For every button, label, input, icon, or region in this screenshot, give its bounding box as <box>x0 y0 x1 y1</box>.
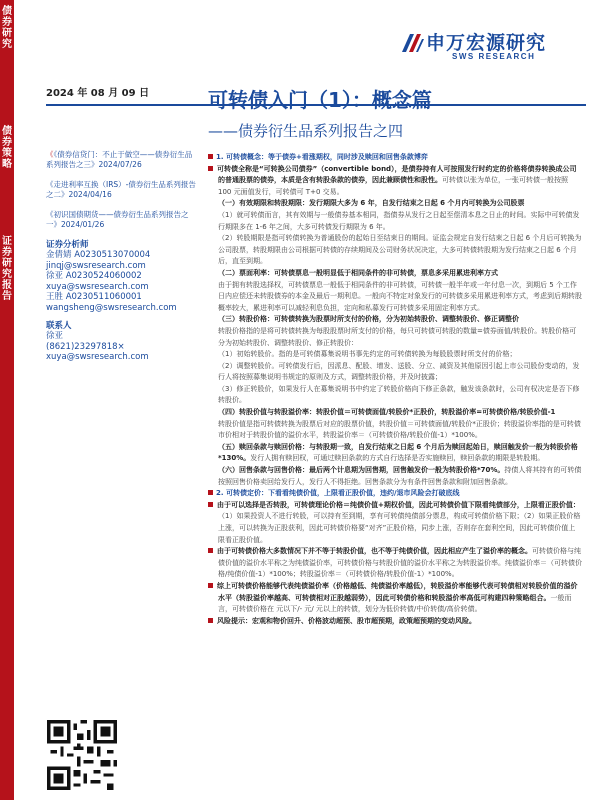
bullet-square-icon <box>208 502 213 507</box>
sidebar-label-category: 债券研究 <box>2 6 12 50</box>
sidebar-label-report-type: 证券研究报告 <box>2 236 12 302</box>
related-report[interactable]: 《走进利率互换（IRS）-债券衍生品系列报告之二》2024/04/16 <box>46 180 196 199</box>
paragraph: （3）修正转股价，如果发行人在募集说明书中约定了转股价格向下修正条款，触发该条款时，公司有权决定是否下修转股价。 <box>218 384 580 405</box>
subheading: （三）转股价格：可转债转换为股票时所支付的价格，分为初始转股价、调整转股价、修正调整价 <box>218 315 519 324</box>
paragraph: 可转债全称是“可转换公司债券”（convertible bond），是债券持有人可按照发行时约定的价格将债券转换成公司的普通股票的债券，本质是含有转股条款的债券，因此兼顾债性和股性。可转债以张为单位，一张可转债一般按照 100 元面值发行，可转债可 T+0 交易。 <box>208 164 582 199</box>
bullet-square-icon <box>208 548 213 553</box>
subheading: （二）票面利率：可转债票息一般明显低于相同条件的非可转债，票息多采用累进利率方式 <box>218 268 498 277</box>
bullet-square-icon <box>208 490 213 495</box>
report-subtitle: ——债券衍生品系列报告之四 <box>208 122 404 140</box>
paragraph: 由于可以选择是否转股，可转债理论价格＝纯债价值+期权价值，因此可转债价值下限看纯债部分，上限看正股价值：（1）如果投资人不进行转股，可以持有至到期，享有可转债纯债部分票息，构成可转债价格下限；（2）如果正股价格上涨，可以转换为正股获利，因此可转债价格要“对齐”正股价格，同步上涨，否则存在套利空间，因此可转债价值上限看正股价值。 <box>208 500 582 546</box>
contact-heading: 联系人 <box>46 321 72 331</box>
paragraph: （五）赎回条款与赎回价格：与转股期一致，自发行结束之日起 6 个月后为赎回起始日，赎回触发价一般为转股价格*130%。发行人拥有赎回权，可通过赎回条款的方式自行选择是否实施赎回，赎回条款的期限是转股期。 <box>218 442 578 463</box>
analyst-line: 徐亚 A0230524060002 <box>46 271 142 281</box>
paragraph: （1）就可转债而言，其有效期与一般债券基本相同，指债券从发行之日起至偿清本息之日止的时间。实际中可转债发行期限多在 1-6 年之间，大多可转债发行期限为 6 年。 <box>218 210 580 231</box>
analyst-email[interactable]: jinqj@swsresearch.com <box>46 260 146 271</box>
paragraph: 综上可转债价格能够代表纯债溢价率（价格越低、纯债溢价率越低），转股溢价率能够代表可转债相对转股价值的溢价水平（转股溢价率越高、可转债相对正股越弱势），因此可转债价格和转股溢价率高低可构建四种策略组合。一般而言，可转债价格在 元以下/- 元/ 元以上的转债，划分为低价转债/中价转债/高价转债。 <box>208 581 582 616</box>
analysts-heading: 证券分析师 <box>46 240 89 250</box>
paragraph: 风险提示：宏观和物价回升、价格波动超预、股市超预期，政策超预期的变动风险。 <box>208 616 582 628</box>
left-column <box>46 150 196 363</box>
paragraph: 转股价格指的是将可转债转换为每股股票时所支付的价格，每只可转债可转股的数量=债券面值/转股价。转股价格可分为初始转股价、调整转股价、修正转股价： <box>218 326 577 347</box>
related-report[interactable]: 《《债券信贷门：不止于做空——债券衍生品系列报告之三》2024/07/26 <box>46 150 193 169</box>
contact-line: 徐亚 <box>46 331 64 341</box>
bullet-square-icon <box>208 583 213 588</box>
section-heading: 1. 可转债概念：等于债券+看涨期权，同时涉及赎回和回售条款博弈 <box>208 152 582 164</box>
brand-logo <box>400 28 580 68</box>
report-sidebar <box>0 0 14 800</box>
bullet-square-icon <box>208 154 213 159</box>
report-summary <box>208 152 582 627</box>
contact-email[interactable]: xuya@swsresearch.com <box>46 352 149 362</box>
paragraph: （2）调整转股价。可转债发行后，因派息、配股、增发、送股、分立、减资及其他原因引起上市公司股份变动的，发行人将按照募集说明书规定的原则及方式，调整转股价格，并及时披露； <box>218 361 580 382</box>
brand-name-cn: 申万宏源研究 <box>426 32 547 54</box>
sidebar-label-strategy: 债券策略 <box>2 126 12 170</box>
analyst-email[interactable]: xuya@swsresearch.com <box>46 281 149 292</box>
paragraph: （六）回售条款与回售价格：最后两个计息期为回售期，回售触发价一般为转股价格*70%。持债人将其持有的可转债按照回售价格卖回给发行人，发行人不得拒绝。回售条款分为有条件回售条款和附加回售条款。 <box>218 466 582 486</box>
related-report[interactable]: 《初识国债期货——债券衍生品系列报告之一》2024/01/26 <box>46 210 189 229</box>
paragraph: 由于拥有转股选择权，可转债票息一般低于相同条件的非可转债，可转债一般半年或一年付息一次，到期后 5 个工作日内应偿还未转股债券的本金及最后一期利息。一般向不特定对象发行的可转债多采用累进利率方式，考虑到后期转股概率较大，累进利率可以减轻利息负担，定向和私募发行可转债多采用固定利率方式。 <box>218 280 582 312</box>
qr-code-icon <box>47 720 117 790</box>
report-title: 可转债入门（1）：概念篇 <box>208 88 432 112</box>
subheading: （四）转股价值与转股溢价率：转股价值＝可转债面值/转股价*正股价，转股溢价率=可转债价格/转股价值-1 <box>218 408 556 417</box>
paragraph: （2）转股期限是指可转债转换为普通股份的起始日至结束日的期间。证监会规定自发行结束之日起 6 个月后可转换为公司股票，转股期限由公司根据可转债的存续期间及公司财务状况决定，大多可转债转股期为发行结束之日起 6 个月后，直至到期。 <box>218 234 582 266</box>
bullet-square-icon <box>208 166 213 171</box>
analyst-email[interactable]: wangsheng@swsresearch.com <box>46 302 177 313</box>
contact-phone: (8621)23297818× <box>46 341 125 352</box>
subheading: （一）有效期限和转股期限：发行期限大多为 6 年，自发行结束之日起 6 个月内可转换为公司股票 <box>218 199 525 208</box>
report-date: 2024 年 08 月 09 日 <box>46 88 150 99</box>
bullet-square-icon <box>208 618 213 623</box>
paragraph: 由于可转债价格大多数情况下并不等于转股价值，也不等于纯债价值，因此相应产生了溢价率的概念。可转债价格与纯债价值的溢价水平称之为纯债溢价率，可转债价格与转股价值的溢价水平称之为转股溢价率。纯债溢价率＝（可转债价格/纯债价值-1）*100%；转股溢价率＝（可转债价格/转股价值-1）*100%。 <box>208 546 582 581</box>
brand-mark-icon <box>400 30 426 56</box>
paragraph: （1）初始转股价。指的是可转债募集说明书事先约定的可转债转换为每股股票时所支付的价格； <box>218 350 517 359</box>
paragraph: 转股价值是指可转债转换为股票后对应的股票价值，转股价值＝可转债面值/转股价*正股价；转股溢价率指的是可转债市价相对于转股价值的溢价水平，转股溢价率＝（可转债价格/转股价值-1）*100%。 <box>218 419 581 440</box>
analyst-line: 金倩婧 A0230513070004 <box>46 250 151 260</box>
analyst-line: 王胜 A0230511060001 <box>46 292 142 302</box>
section-heading: 2. 可转债定价：下看看纯债价值，上限看正股价值，违约/退市风险会打破底线 <box>208 488 582 500</box>
brand-name-en: SWS RESEARCH <box>452 52 536 61</box>
